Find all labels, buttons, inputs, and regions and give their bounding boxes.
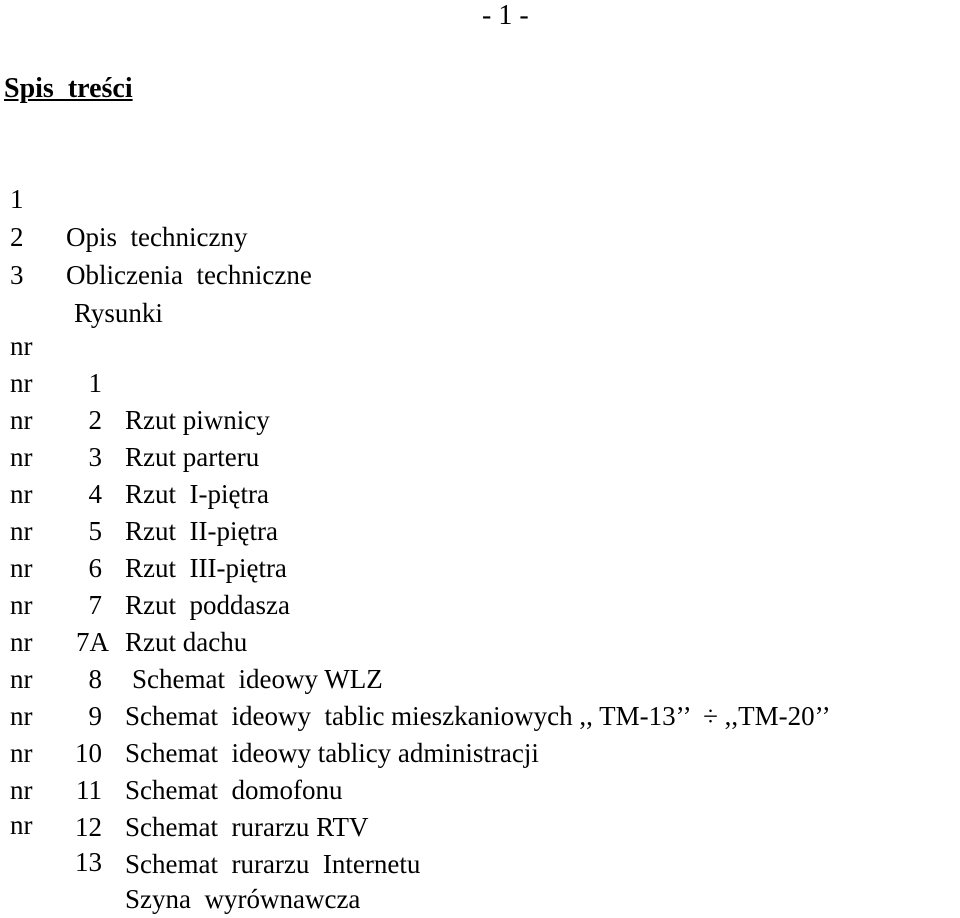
drawing-prefix: nr — [10, 368, 33, 398]
drawing-prefix: nr — [10, 516, 33, 546]
drawing-number: 8 — [88, 664, 102, 694]
section-label: Rysunki — [74, 298, 163, 328]
drawing-label: Rzut dachu — [125, 627, 248, 657]
drawing-label: Schemat ideowy WLZ — [132, 664, 383, 694]
drawing-label: Schemat ideowy tablicy administracji — [125, 738, 539, 768]
drawing-number: 7 — [88, 590, 102, 620]
drawing-number: 10 — [75, 738, 102, 768]
drawing-prefix: nr — [10, 479, 33, 509]
drawing-number: 7A — [76, 627, 109, 657]
section-number: 2 — [10, 222, 24, 252]
drawing-label: Schemat rurarzu RTV — [125, 812, 369, 842]
drawing-number: 13 — [75, 847, 102, 877]
drawing-number: 9 — [88, 701, 102, 731]
drawing-label: Szyna wyrównawcza — [125, 884, 361, 914]
drawing-label: Rzut II-piętra — [125, 516, 278, 546]
page-number: - 1 - — [482, 0, 529, 31]
section-label: Opis techniczny — [66, 222, 248, 252]
drawing-number: 12 — [75, 812, 102, 842]
drawing-label: Rzut parteru — [125, 442, 260, 472]
toc-title: Spis treści — [4, 73, 133, 104]
section-label: Obliczenia techniczne — [66, 260, 312, 290]
section-number: 1 — [10, 184, 24, 214]
drawing-prefix: nr — [10, 553, 33, 583]
drawing-label: Schemat rurarzu Internetu — [125, 849, 421, 879]
drawing-number: 5 — [88, 516, 102, 546]
drawing-number: 1 — [88, 368, 102, 398]
drawing-number: 2 — [88, 405, 102, 435]
drawing-number: 11 — [76, 775, 102, 805]
drawing-label: Rzut III-piętra — [125, 553, 287, 583]
drawing-prefix: nr — [10, 810, 33, 840]
drawing-prefix: nr — [10, 331, 33, 361]
toc-section-row — [0, 142, 248, 252]
section-number: 3 — [10, 260, 24, 290]
drawing-prefix: nr — [10, 775, 33, 805]
drawing-prefix: nr — [10, 664, 33, 694]
drawing-prefix: nr — [10, 442, 33, 472]
drawing-label: Rzut I-piętra — [125, 479, 269, 509]
drawing-label: Rzut piwnicy — [125, 405, 270, 435]
drawing-number: 4 — [88, 479, 102, 509]
drawing-number: 6 — [88, 553, 102, 583]
drawing-prefix: nr — [10, 590, 33, 620]
drawing-prefix: nr — [10, 738, 33, 768]
drawing-prefix: nr — [10, 627, 33, 657]
drawing-number: 3 — [88, 442, 102, 472]
drawing-prefix: nr — [10, 405, 33, 435]
drawing-label: Rzut poddasza — [125, 590, 290, 620]
drawing-label: Schemat domofonu — [125, 775, 343, 805]
drawing-label: Schemat ideowy tablic mieszkaniowych ,, TM-13’’ ÷ ,,TM-20’’ — [125, 701, 831, 731]
drawing-prefix: nr — [10, 701, 33, 731]
